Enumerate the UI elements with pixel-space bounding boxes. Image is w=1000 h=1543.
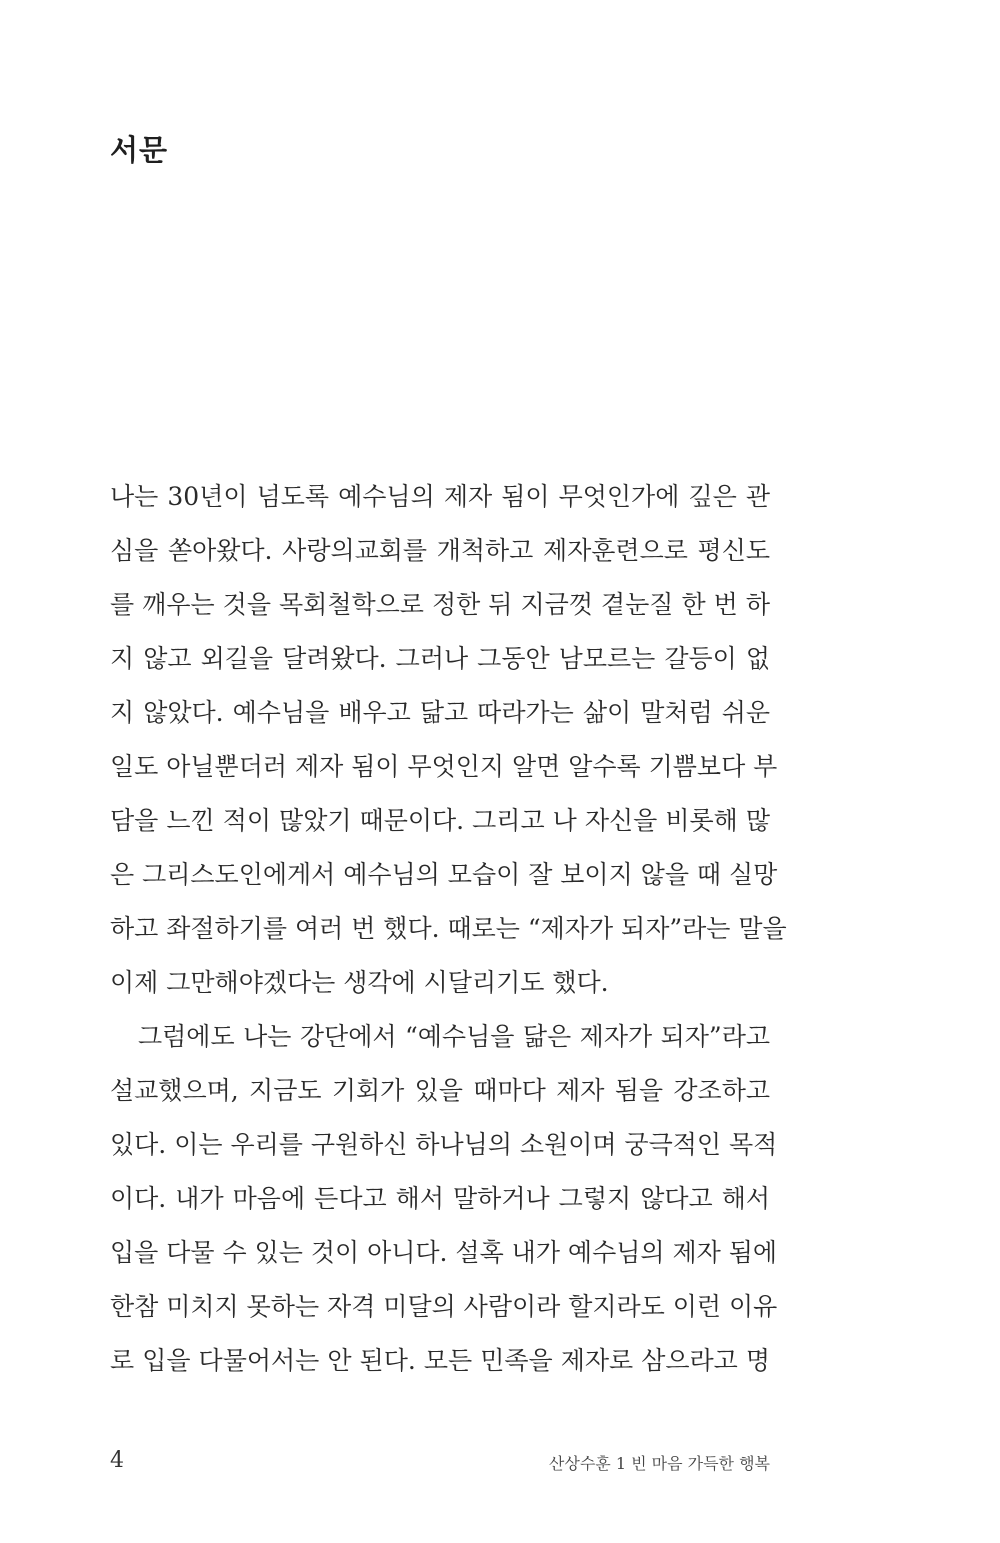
running-title: 산상수훈 1 빈 마음 가득한 행복 — [548, 1454, 770, 1473]
text-line: 심을 쏟아왔다. 사랑의교회를 개척하고 제자훈련으로 평신도 — [110, 536, 770, 565]
text-line: 지 않고 외길을 달려왔다. 그러나 그동안 남모르는 갈등이 없 — [110, 644, 770, 673]
text-line: 나는 30년이 넘도록 예수님의 제자 됨이 무엇인가에 깊은 관 — [110, 482, 770, 511]
text-line: 를 깨우는 것을 목회철학으로 정한 뒤 지금껏 곁눈질 한 번 하 — [110, 590, 770, 619]
text-line: 한참 미치지 못하는 자격 미달의 사람이라 할지라도 이런 이유 — [110, 1292, 778, 1321]
body-text — [110, 470, 787, 1388]
page-footer — [110, 1448, 770, 1478]
text-line: 그럼에도 나는 강단에서 “예수님을 닮은 제자가 되자”라고 — [138, 1022, 770, 1051]
text-line: 이다. 내가 마음에 든다고 해서 말하거나 그렇지 않다고 해서 — [110, 1184, 770, 1213]
text-line: 하고 좌절하기를 여러 번 했다. 때로는 “제자가 되자”라는 말을 — [110, 914, 787, 943]
text-line: 지 않았다. 예수님을 배우고 닮고 따라가는 삶이 말처럼 쉬운 — [110, 698, 770, 727]
text-line: 은 그리스도인에게서 예수님의 모습이 잘 보이지 않을 때 실망 — [110, 860, 778, 889]
text-line: 이제 그만해야겠다는 생각에 시달리기도 했다. — [110, 968, 609, 997]
text-line: 일도 아닐뿐더러 제자 됨이 무엇인지 알면 알수록 기쁨보다 부 — [110, 752, 778, 781]
text-line: 입을 다물 수 있는 것이 아니다. 설혹 내가 예수님의 제자 됨에 — [110, 1238, 778, 1267]
text-line: 로 입을 다물어서는 안 된다. 모든 민족을 제자로 삼으라고 명 — [110, 1346, 770, 1375]
page-number: 4 — [110, 1448, 124, 1473]
paragraph-1 — [110, 470, 787, 1010]
paragraph-2 — [110, 1010, 778, 1388]
text-line: 담을 느낀 적이 많았기 때문이다. 그리고 나 자신을 비롯해 많 — [110, 806, 770, 835]
text-line: 설교했으며, 지금도 기회가 있을 때마다 제자 됨을 강조하고 — [110, 1076, 770, 1105]
section-title: 서문 — [110, 133, 169, 167]
text-line: 있다. 이는 우리를 구원하신 하나님의 소원이며 궁극적인 목적 — [110, 1130, 778, 1159]
